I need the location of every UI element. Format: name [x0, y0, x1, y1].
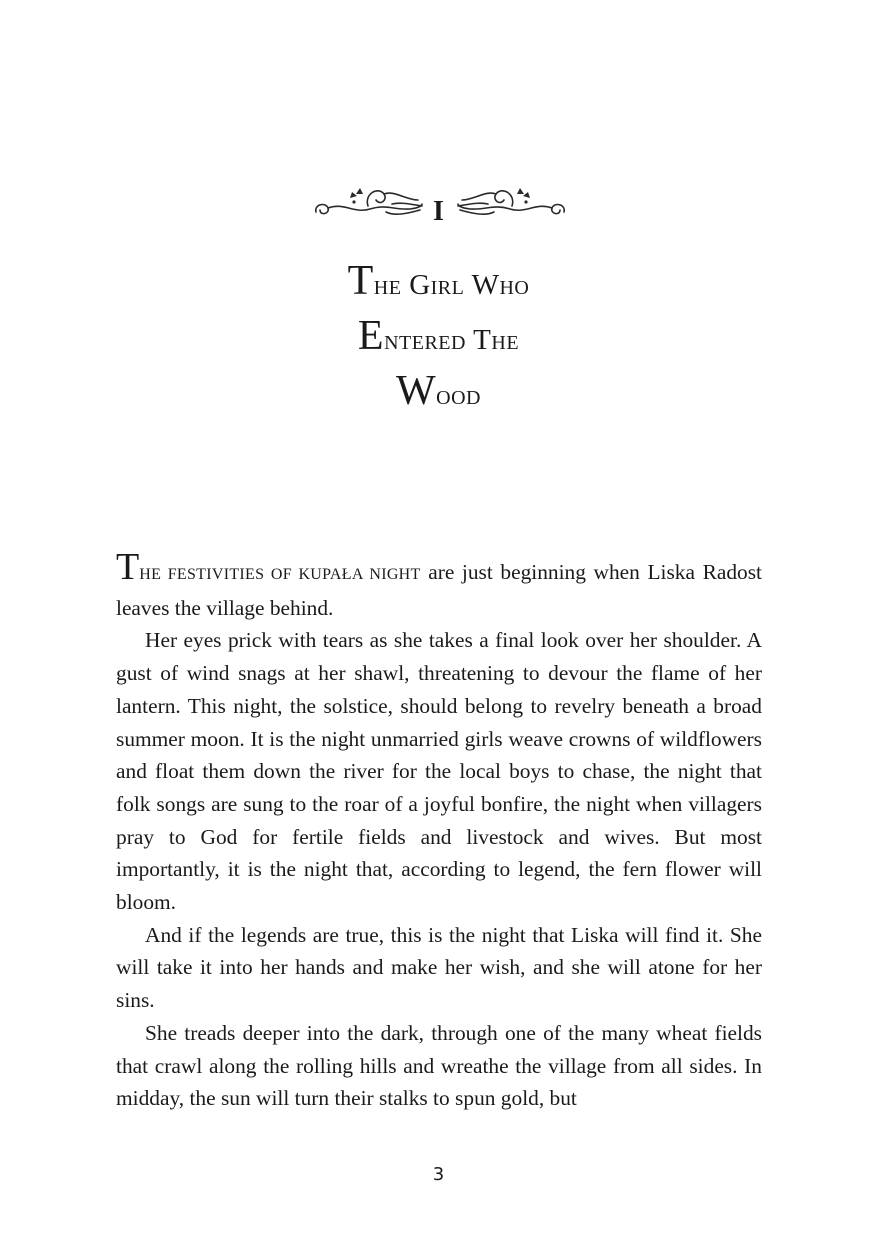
chapter-title-line: Wood	[396, 368, 481, 414]
chapter-title-line: The Girl Who	[347, 258, 530, 304]
paragraph: She treads deeper into the dark, through one of the many wheat fields that crawl along the rolling hills and wreathe the village from all sides. In midday, the sun will turn their stalks to spun gold, but	[116, 1020, 762, 1111]
chapter-title-line: Entered The	[357, 313, 520, 359]
chapter-number: I	[433, 196, 444, 227]
paragraph: And if the legends are true, this is the night that Liska will find it. She will take it into her hands and make her wish, and she will atone for her sins.	[116, 922, 762, 1013]
drop-cap: T	[116, 546, 140, 588]
paragraph: Her eyes prick with tears as she takes a final look over her shoulder. A gust of wind snags at her shawl, threatening to devour the flame of her lantern. This night, the solstice, should belong to revelry beneath a broad summer moon. It is the night unmarried girls weave crowns of wildflowers and float them down the river for the local boys to chase, the night that folk songs are sung to the roar of a joyful bonfire, the night when villagers pray to God for fertile fields and livestock and wives. But most importantly, it is the night that, according to legend, the fern flower will bloom.	[116, 628, 762, 915]
paragraph: THE FESTIVITIES OF KUPAŁA NIGHT are just beginning when Liska Radost leaves the village behind.	[116, 546, 762, 620]
lead-in-small-caps: HE FESTIVITIES OF KUPAŁA NIGHT	[139, 566, 421, 583]
page-number: 3	[432, 1164, 445, 1185]
chapter-title	[0, 256, 877, 421]
chapter-body	[116, 546, 762, 1115]
